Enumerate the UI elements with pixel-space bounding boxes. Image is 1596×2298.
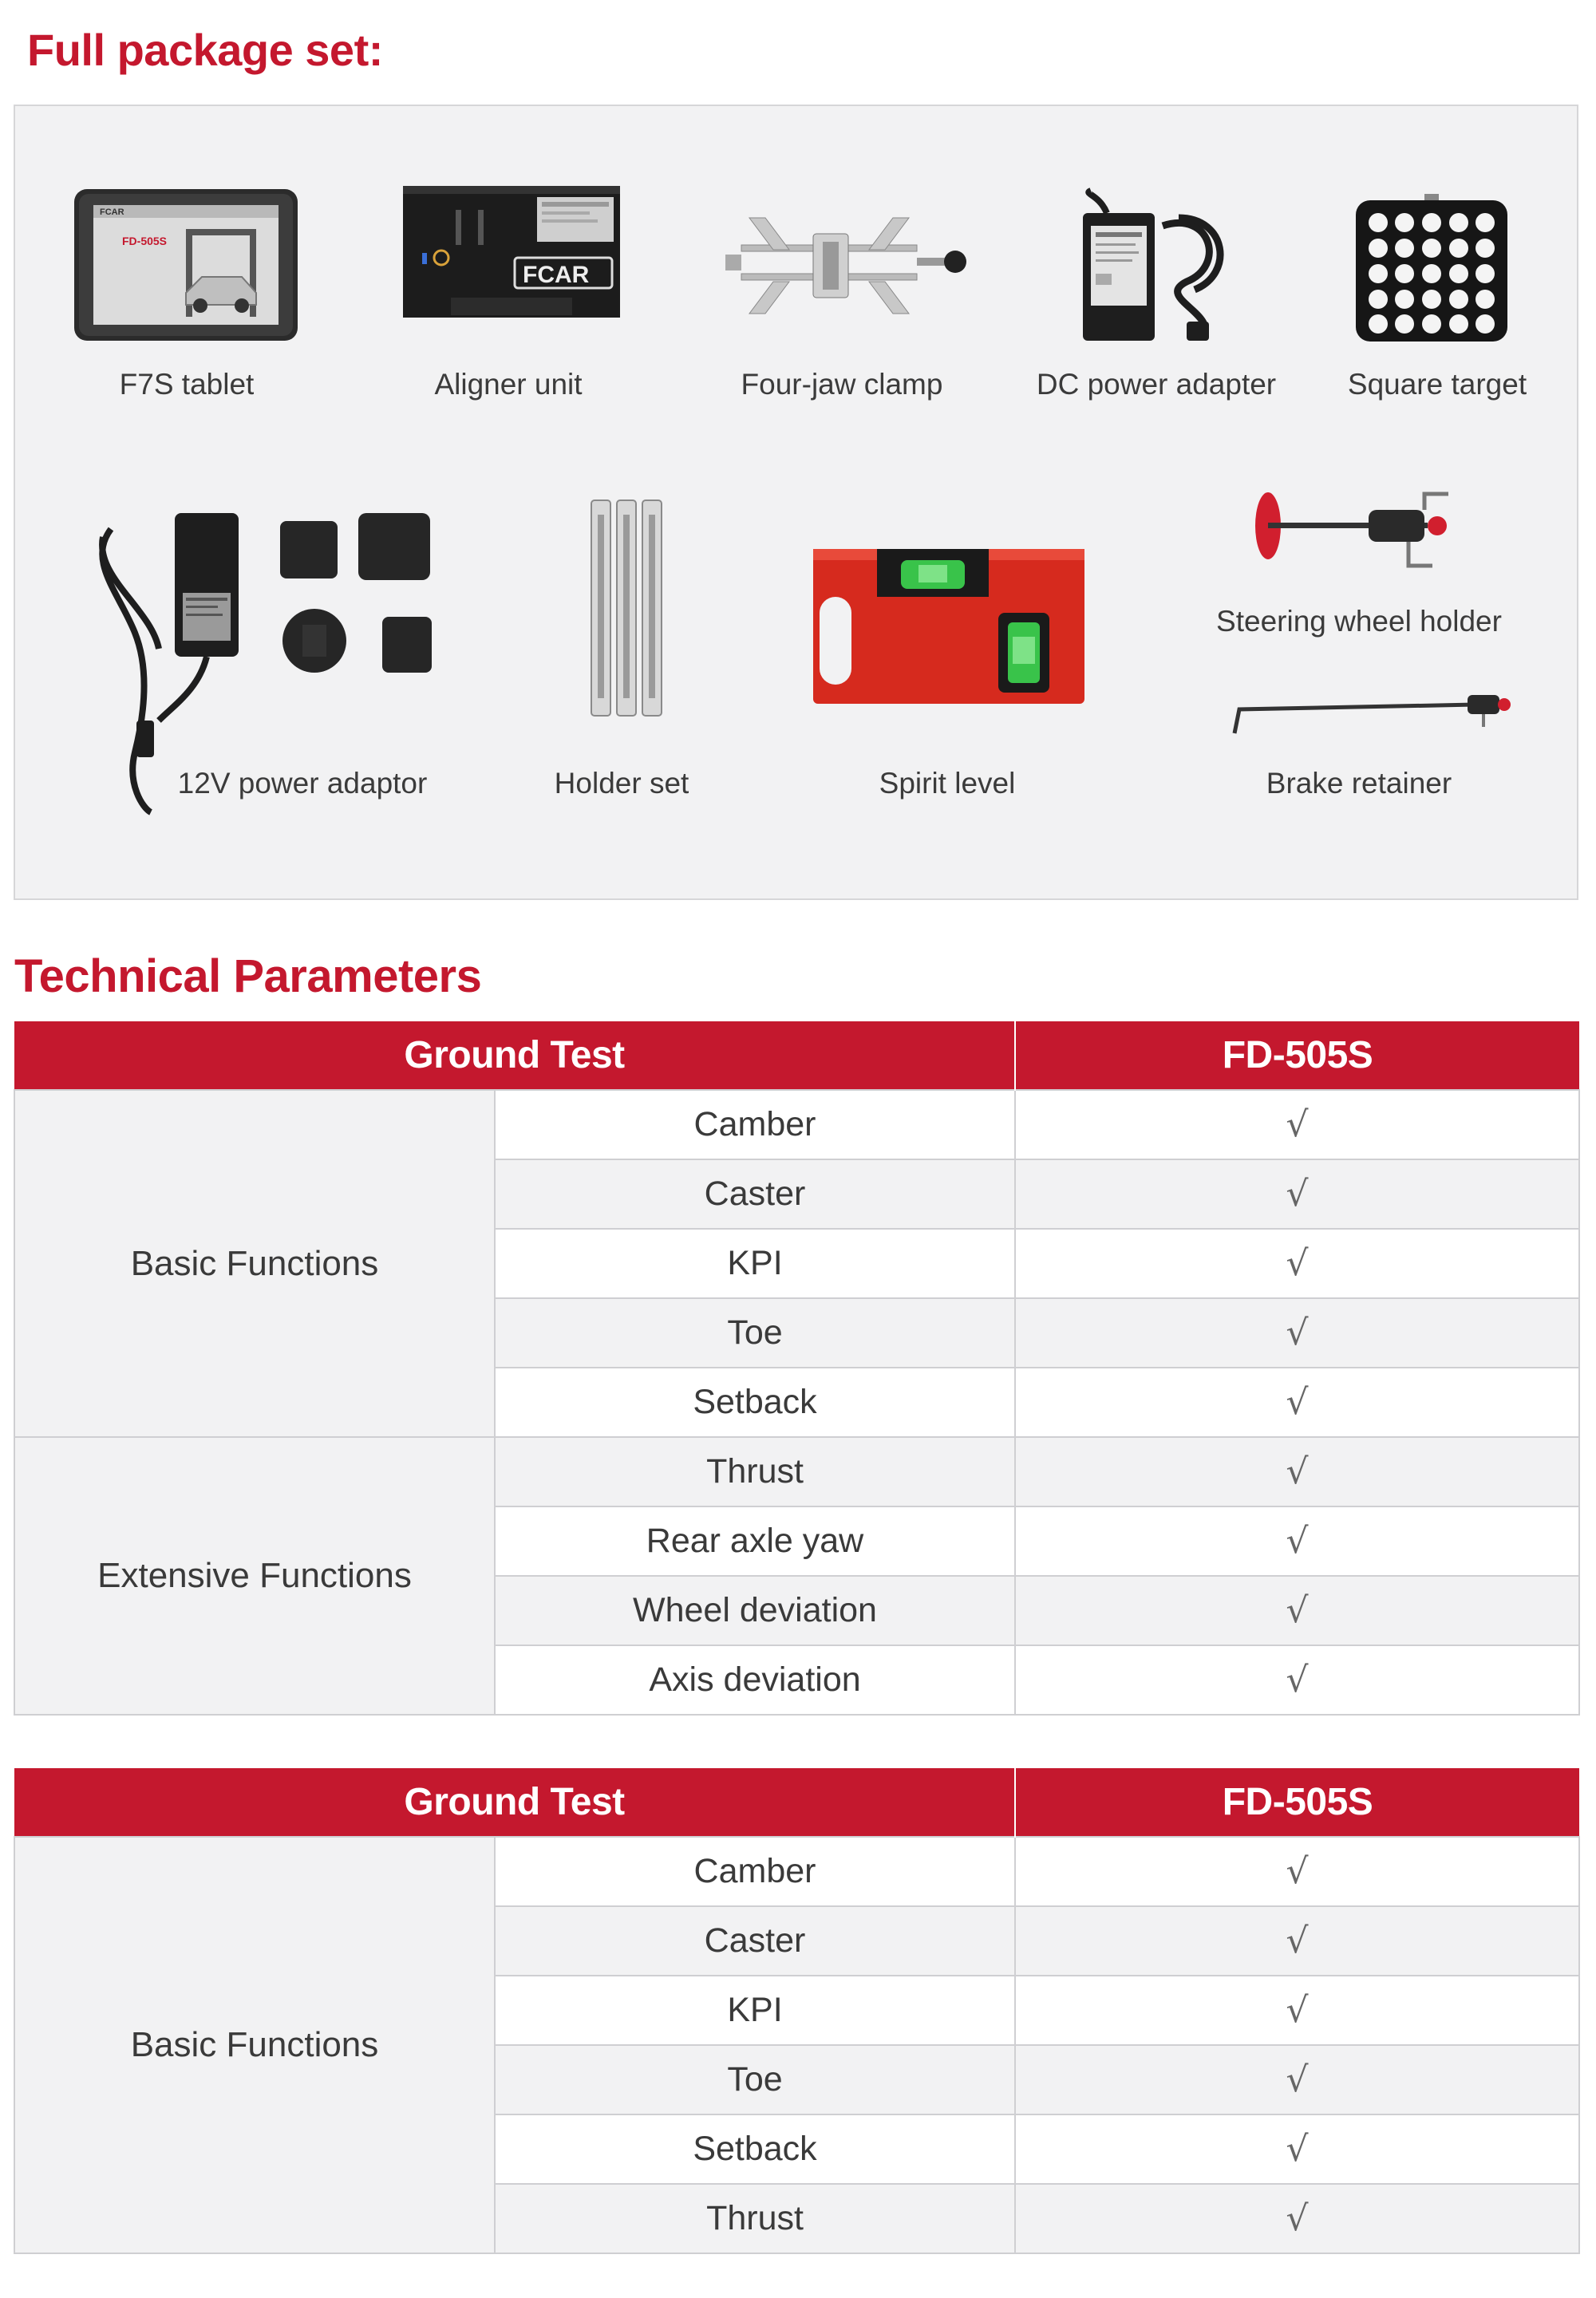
check-mark-icon: √ <box>1286 1104 1309 1145</box>
item-label-dc-adapter: DC power adapter <box>1036 368 1277 401</box>
check-cell <box>1015 1837 1579 1906</box>
feature-cell: Camber <box>495 1090 1015 1159</box>
check-cell <box>1015 1159 1579 1229</box>
tech-heading: Technical Parameters <box>14 950 482 1002</box>
check-mark-icon: √ <box>1286 1451 1309 1492</box>
check-mark-icon: √ <box>1286 1174 1309 1214</box>
table-row <box>14 1437 1579 1506</box>
table-header <box>14 1768 1579 1837</box>
check-cell <box>1015 1506 1579 1576</box>
check-mark-icon: √ <box>1286 1313 1309 1353</box>
feature-cell: KPI <box>495 1976 1015 2045</box>
header-model: FD-505S <box>1015 1021 1579 1090</box>
check-cell <box>1015 2184 1579 2253</box>
steering-holder-icon <box>1249 486 1472 574</box>
item-label-aligner-unit: Aligner unit <box>434 368 583 401</box>
check-mark-icon: √ <box>1286 1590 1309 1631</box>
feature-cell: Camber <box>495 1837 1015 1906</box>
tablet-brand-text: FCAR <box>100 207 124 217</box>
feature-cell: Rear axle yaw <box>495 1506 1015 1576</box>
holder-set-icon <box>588 499 668 722</box>
table-header <box>14 1021 1579 1090</box>
check-cell <box>1015 1229 1579 1298</box>
group-basic-functions: Basic Functions <box>14 1090 495 1437</box>
check-mark-icon: √ <box>1286 1521 1309 1562</box>
unit-brand-text: FCAR <box>523 262 590 288</box>
dc-adapter-icon <box>1067 194 1242 345</box>
feature-cell: Caster <box>495 1906 1015 1976</box>
tablet-icon <box>74 189 298 341</box>
check-cell <box>1015 1976 1579 2045</box>
clamp-icon <box>717 210 973 338</box>
spec-table-1 <box>14 1021 1580 1716</box>
feature-cell: Axis deviation <box>495 1645 1015 1715</box>
feature-cell: Wheel deviation <box>495 1576 1015 1645</box>
header-ground-test: Ground Test <box>14 1768 1015 1837</box>
check-mark-icon: √ <box>1286 1660 1309 1700</box>
check-cell <box>1015 1090 1579 1159</box>
check-cell <box>1015 1906 1579 1976</box>
item-label-steering-holder: Steering wheel holder <box>1216 605 1502 638</box>
check-mark-icon: √ <box>1286 2198 1309 2239</box>
square-target-icon <box>1356 194 1507 342</box>
group-basic-functions: Basic Functions <box>14 1837 495 2253</box>
header-model: FD-505S <box>1015 1768 1579 1837</box>
feature-cell: Toe <box>495 1298 1015 1368</box>
check-mark-icon: √ <box>1286 1990 1309 2031</box>
brake-retainer-icon <box>1228 685 1515 741</box>
feature-cell: Caster <box>495 1159 1015 1229</box>
check-mark-icon: √ <box>1286 1243 1309 1284</box>
feature-cell: Setback <box>495 1368 1015 1437</box>
table-row <box>14 1837 1579 1906</box>
check-mark-icon: √ <box>1286 1851 1309 1892</box>
item-label-tablet: F7S tablet <box>119 368 255 401</box>
check-cell <box>1015 1368 1579 1437</box>
feature-cell: Thrust <box>495 1437 1015 1506</box>
aligner-unit-icon <box>403 186 620 318</box>
check-cell <box>1015 2114 1579 2184</box>
item-label-power-adaptor: 12V power adaptor <box>177 767 428 800</box>
spirit-level-icon <box>813 549 1084 704</box>
feature-cell: Toe <box>495 2045 1015 2114</box>
feature-cell: Setback <box>495 2114 1015 2184</box>
check-mark-icon: √ <box>1286 1382 1309 1423</box>
item-label-brake-retainer: Brake retainer <box>1266 767 1452 800</box>
spec-table-2 <box>14 1768 1580 2254</box>
group-extensive-functions: Extensive Functions <box>14 1437 495 1715</box>
check-cell <box>1015 1298 1579 1368</box>
package-heading: Full package set: <box>27 25 383 75</box>
table-row <box>14 1090 1579 1159</box>
item-label-holder-set: Holder set <box>554 767 689 800</box>
check-cell <box>1015 2045 1579 2114</box>
check-cell <box>1015 1645 1579 1715</box>
item-label-square-target: Square target <box>1347 368 1527 401</box>
check-cell <box>1015 1576 1579 1645</box>
feature-cell: KPI <box>495 1229 1015 1298</box>
tablet-model-text: FD-505S <box>122 235 168 247</box>
item-label-clamp: Four-jaw clamp <box>741 368 943 401</box>
item-label-spirit-level: Spirit level <box>879 767 1016 800</box>
check-mark-icon: √ <box>1286 2129 1309 2170</box>
feature-cell: Thrust <box>495 2184 1015 2253</box>
header-ground-test: Ground Test <box>14 1021 1015 1090</box>
check-mark-icon: √ <box>1286 2059 1309 2100</box>
check-cell <box>1015 1437 1579 1506</box>
package-panel <box>14 105 1578 900</box>
check-mark-icon: √ <box>1286 1921 1309 1961</box>
